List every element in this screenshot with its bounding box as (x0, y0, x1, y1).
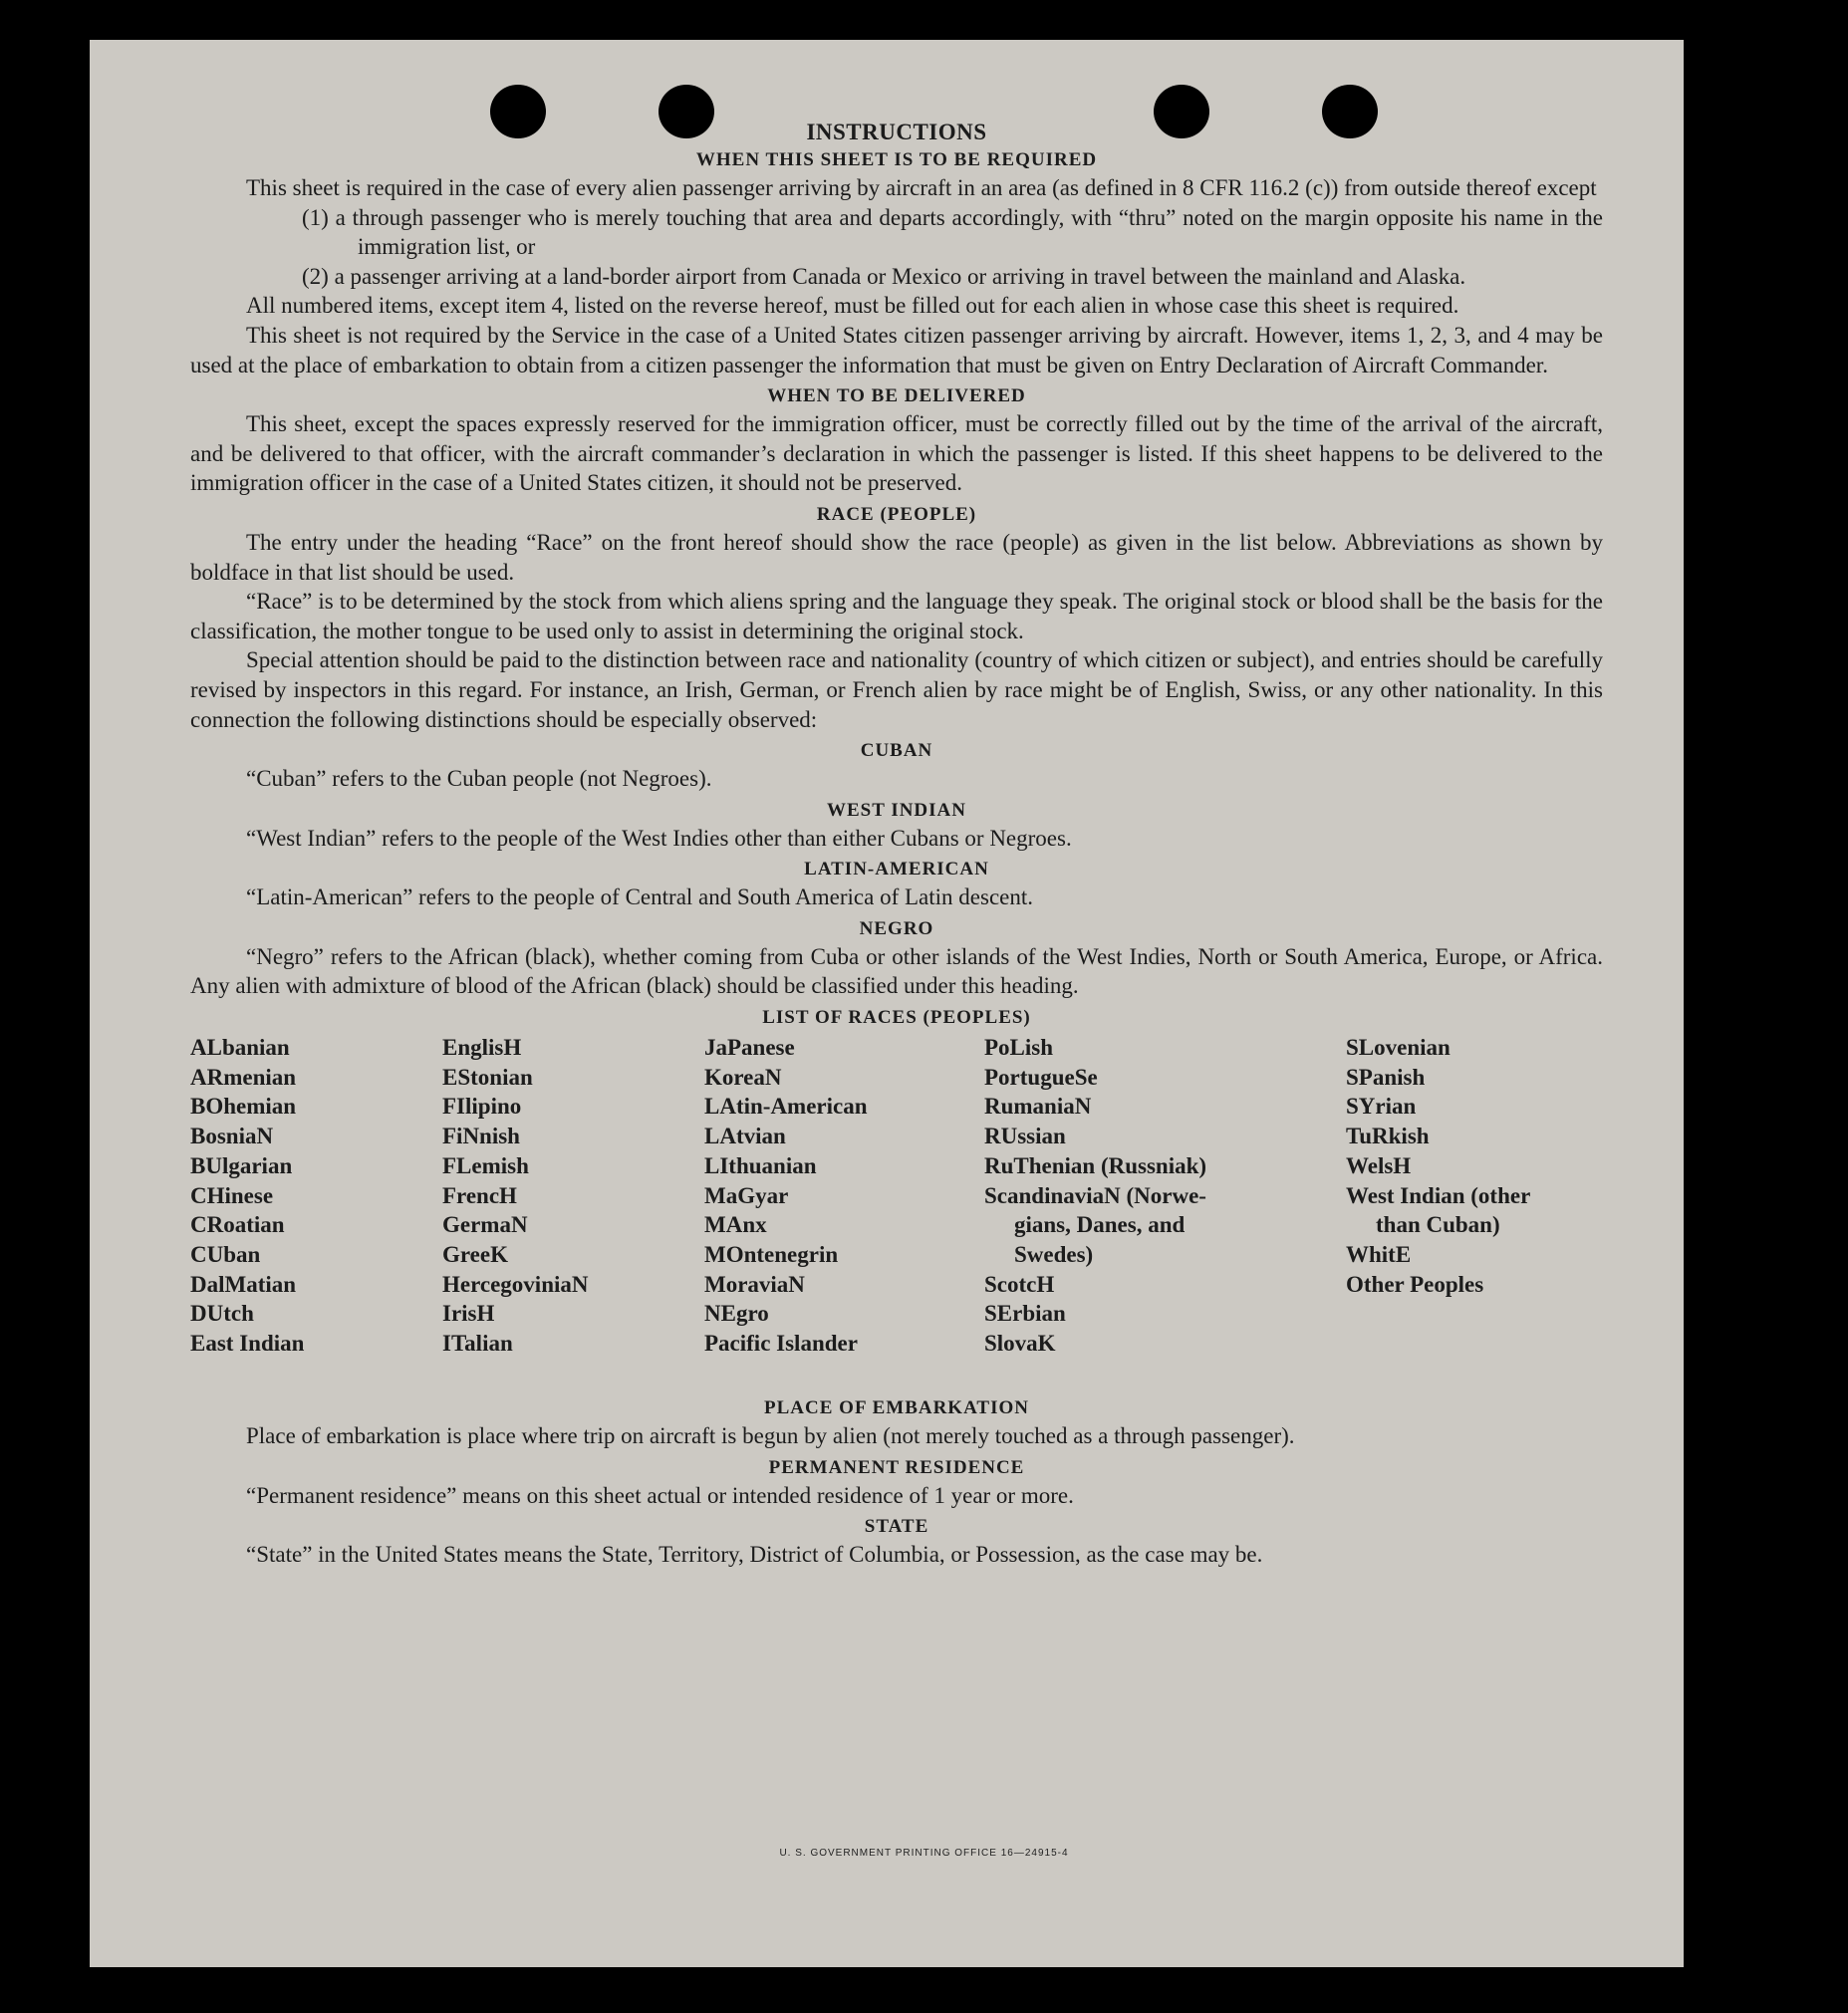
race-entry: FIlipino (442, 1094, 522, 1120)
race-entry: MAnx (704, 1212, 767, 1238)
race-column (190, 1033, 304, 1359)
race-entry-continued: gians, Danes, and (1014, 1212, 1186, 1238)
race-entry: SlovaK (984, 1331, 1056, 1357)
section-heading: WHEN THIS SHEET IS TO BE REQUIRED (695, 149, 1098, 170)
race-entry: LIthuanian (704, 1152, 817, 1178)
section-heading: LATIN-AMERICAN (804, 859, 989, 881)
section-heading: STATE (864, 1516, 929, 1538)
paragraph: “Cuban” refers to the Cuban people (not Negroes). (246, 766, 712, 792)
paragraph: Place of embarkation is place where trip on aircraft is begun by alien (not merely touched as a through passenger). (246, 1423, 1295, 1449)
section-heading: PERMANENT RESIDENCE (768, 1456, 1025, 1478)
race-entry: LAtvian (704, 1124, 786, 1149)
paragraph: This sheet is not required by the Service in the case of a United States citizen passenger arriving by aircraft. However, items 1, 2, 3, and 4 may be used at the place of embarkation to obtain from a citizen passenger the information that must be given on Entry Declaration of Aircraft Commander. (190, 322, 1603, 377)
race-entry: ScotcH (984, 1271, 1055, 1297)
race-entry: PoLish (984, 1035, 1054, 1061)
race-entry: PortugueSe (984, 1064, 1098, 1090)
race-entry: BosniaN (190, 1124, 274, 1149)
race-entry: WhitE (1346, 1241, 1412, 1267)
race-entry: EnglisH (442, 1035, 522, 1061)
document-page (90, 40, 1684, 1967)
race-entry: ARmenian (190, 1064, 297, 1090)
paragraph: “State” in the United States means the State, Territory, District of Columbia, or Possession, as the case may be. (246, 1542, 1263, 1568)
race-entry: East Indian (190, 1331, 305, 1357)
race-entry: GermaN (442, 1212, 528, 1238)
race-entry: MOntenegrin (704, 1241, 839, 1267)
section-heading: PLACE OF EMBARKATION (764, 1397, 1029, 1419)
race-entry: FLemish (442, 1152, 529, 1178)
paragraph: “West Indian” refers to the people of the West Indies other than either Cubans or Negroes. (246, 825, 1072, 851)
paragraph: Special attention should be paid to the distinction between race and nationality (country of which citizen or subject), and entries should be carefully revised by inspectors in this regard. For instance, an Irish, German, or French alien by race might be of English, Swiss, or any other nationality. In this connection the following distinctions should be especially observed: (190, 647, 1603, 732)
paragraph: “Latin-American” refers to the people of Central and South America of Latin descent. (246, 884, 1033, 910)
race-entry: RumaniaN (984, 1094, 1092, 1120)
race-entry: EStonian (442, 1064, 533, 1090)
list-item: (1) a through passenger who is merely touching that area and departs accordingly, with “thru” noted on the margin opposite his name in the immigration list, or (302, 204, 1603, 260)
race-column (1346, 1033, 1530, 1299)
paragraph: This sheet is required in the case of every alien passenger arriving by aircraft in an area (as defined in 8 CFR 116.2 (c)) from outside thereof except (246, 175, 1597, 200)
race-entry: RuThenian (Russniak) (984, 1152, 1207, 1178)
race-entry: BOhemian (190, 1094, 297, 1120)
race-entry: KoreaN (704, 1064, 782, 1090)
paragraph: This sheet, except the spaces expressly reserved for the immigration officer, must be correctly filled out by the time of the arrival of the aircraft, and be delivered to that officer, with the aircraft commander’s declaration in which the passenger is listed. If this sheet happens to be delivered to the immigration officer in the case of a United States citizen, it should not be preserved. (190, 411, 1603, 496)
race-entry: FrencH (442, 1182, 517, 1208)
race-entry: Pacific Islander (704, 1331, 858, 1357)
race-entry: MaGyar (704, 1182, 789, 1208)
race-entry: WelsH (1346, 1152, 1412, 1178)
race-entry: DalMatian (190, 1271, 297, 1297)
race-entry: TuRkish (1346, 1124, 1430, 1149)
race-entry: LAtin-American (704, 1094, 868, 1120)
race-entry: West Indian (other (1346, 1182, 1531, 1208)
list-item: (2) a passenger arriving at a land-border airport from Canada or Mexico or arriving in travel between the mainland and Alaska. (302, 263, 1466, 289)
printer-imprint: U. S. GOVERNMENT PRINTING OFFICE 16—24915-4 (779, 1848, 1069, 1859)
paragraph: “Race” is to be determined by the stock from which aliens spring and the language they speak. The original stock or blood shall be the basis for the classification, the mother tongue to be used only to assist in determining the original stock. (190, 589, 1603, 643)
paragraph: All numbered items, except item 4, listed on the reverse hereof, must be filled out for each alien in whose case this sheet is required. (246, 293, 1459, 319)
section-heading: NEGRO (859, 917, 934, 939)
section-heading: WEST INDIAN (827, 799, 966, 821)
race-entry: Other Peoples (1346, 1271, 1484, 1297)
section-heading: RACE (PEOPLE) (816, 503, 977, 525)
paragraph: “Negro” refers to the African (black), whether coming from Cuba or other islands of the West Indies, North or South America, Europe, or Africa. Any alien with admixture of blood of the African (black) should be classified under this heading. (190, 943, 1603, 999)
race-entry: ScandinaviaN (Norwe- (984, 1182, 1206, 1208)
section-heading: WHEN TO BE DELIVERED (767, 385, 1026, 407)
section-heading: LIST OF RACES (PEOPLES) (762, 1007, 1031, 1029)
race-entry: BUlgarian (190, 1152, 293, 1178)
race-entry: CHinese (190, 1182, 274, 1208)
race-entry: SPanish (1346, 1064, 1426, 1090)
race-entry: GreeK (442, 1241, 508, 1267)
race-entry: NEgro (704, 1301, 769, 1327)
race-entry: IrisH (442, 1301, 495, 1327)
race-entry: RUssian (984, 1124, 1066, 1149)
race-entry: DUtch (190, 1301, 254, 1327)
page-title: INSTRUCTIONS (806, 120, 987, 144)
race-entry: SLovenian (1346, 1035, 1451, 1061)
race-entry: CUban (190, 1241, 261, 1267)
race-entry: JaPanese (704, 1035, 795, 1061)
race-list (190, 1033, 1603, 1391)
race-column (704, 1033, 868, 1359)
race-entry: ITalian (442, 1331, 513, 1357)
section-heading: CUBAN (860, 740, 933, 762)
race-column (442, 1033, 589, 1359)
race-entry: MoraviaN (704, 1271, 805, 1297)
race-entry-continued: Swedes) (1014, 1241, 1094, 1267)
paragraph: The entry under the heading “Race” on the front hereof should show the race (people) as given in the list below. Abbreviations as shown by boldface in that list should be used. (190, 529, 1603, 585)
race-entry: HercegoviniaN (442, 1271, 589, 1297)
race-column (984, 1033, 1206, 1359)
race-entry-continued: than Cuban) (1376, 1212, 1500, 1238)
race-entry: SErbian (984, 1301, 1066, 1327)
race-entry: FiNnish (442, 1124, 520, 1149)
race-entry: ALbanian (190, 1035, 290, 1061)
paragraph: “Permanent residence” means on this sheet actual or intended residence of 1 year or more. (246, 1482, 1074, 1508)
race-entry: SYrian (1346, 1094, 1417, 1120)
race-entry: CRoatian (190, 1212, 285, 1238)
instructions-body (190, 118, 1603, 1570)
